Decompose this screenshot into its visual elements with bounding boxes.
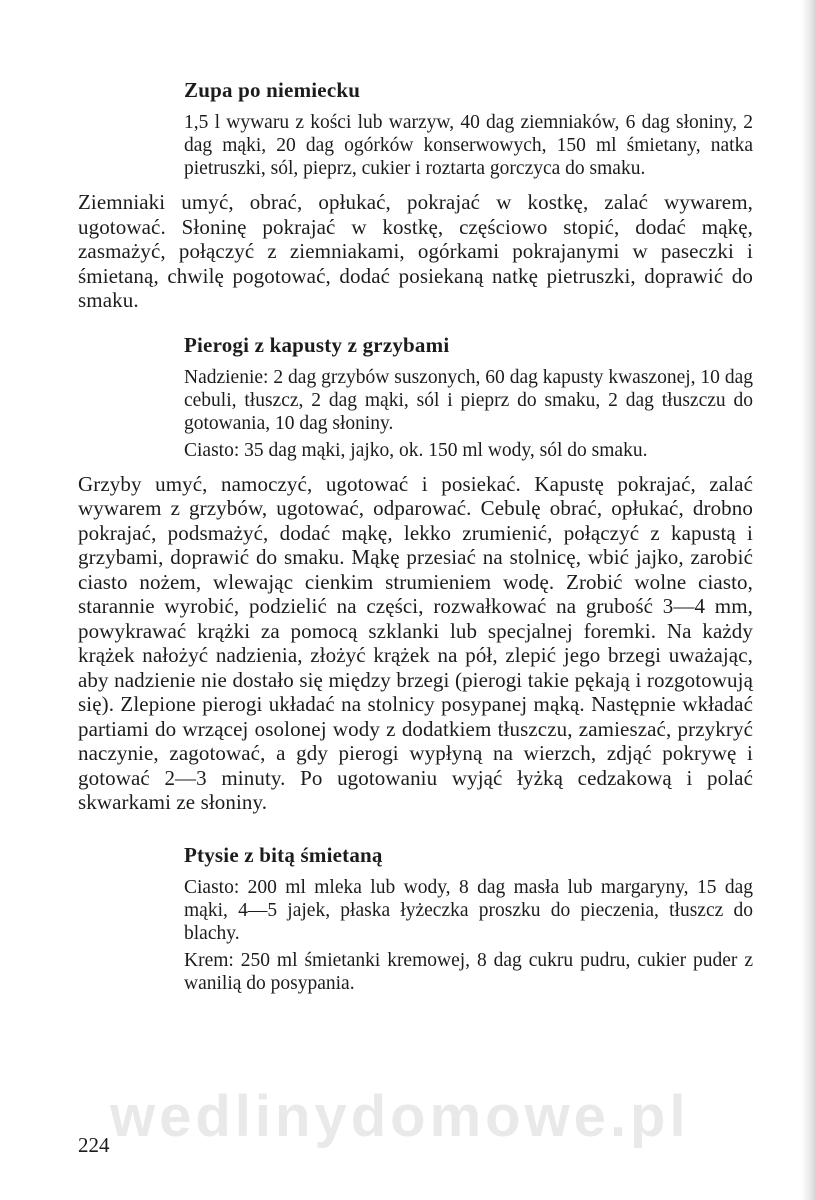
- page-edge-shadow: [801, 0, 815, 1200]
- watermark: wedlinydomowe.pl: [110, 1084, 690, 1149]
- recipe-zupa-po-niemiecku: [78, 78, 753, 313]
- instructions-paragraph: Ziemniaki umyć, obrać, opłukać, pokrajać w kostkę, zalać wywarem, ugotować. Słoninę pokrajać w kostkę, częściowo stopić, dodać mąkę, zasmażyć, połączyć z ziemniakami, ogórkami pokrajanymi w paseczki i śmietaną, chwilę pogotować, dodać posiekaną natkę pietruszki, doprawić do smaku.: [78, 190, 753, 312]
- ingredients-paragraph: Krem: 250 ml śmietanki kremowej, 8 dag cukru pudru, cukier puder z wanilią do posypania.: [184, 949, 753, 994]
- recipe-title: Zupa po niemiecku: [184, 78, 361, 102]
- page-number: 224: [78, 1133, 110, 1157]
- instructions-paragraph: Grzyby umyć, namoczyć, ugotować i posiekać. Kapustę pokrajać, zalać wywarem z grzybów, ugotować, odparować. Cebulę obrać, opłukać, drobno pokrajać, podsmażyć, dodać mąkę, lekko zrumienić, połączyć z kapustą i grzybami, doprawić do smaku. Mąkę przesiać na stolnicę, wbić jajko, zarobić ciasto nożem, wlewając cienkim strumieniem wodę. Zrobić wolne ciasto, starannie wyrobić, podzielić na części, rozwałkować na grubość 3—4 mm, powykrawać krążki za pomocą szklanki lub specjalnej foremki. Na każdy krążek nałożyć nadzienia, złożyć krążek na pół, zlepić jego brzegi uważając, aby nadzienie nie dostało się między brzegi (pierogi takie pękają i rozgotowują się). Zlepione pierogi układać na stolnicy posypanej mąką. Następnie wkładać partiami do wrzącej osolonej wody z dodatkiem tłuszczu, zamieszać, przykryć naczynie, zagotować, a gdy pierogi wypłyną na wierzch, zdjąć pokrywę i gotować 2—3 minuty. Po ugotowaniu wyjąć łyżką cedzakową i polać skwarkami ze słoniny.: [78, 471, 753, 814]
- ingredients-block: [184, 366, 753, 462]
- ingredients-paragraph: Ciasto: 35 dag mąki, jajko, ok. 150 ml wody, sól do smaku.: [184, 439, 648, 461]
- recipe-title: Pierogi z kapusty z grzybami: [184, 332, 450, 357]
- recipe-pierogi-z-kapusty: [78, 333, 753, 815]
- recipe-ptysie-z-bita-smietana: [78, 843, 753, 995]
- ingredients-block: [184, 876, 753, 995]
- ingredients-paragraph: Nadzienie: 2 dag grzybów suszonych, 60 dag kapusty kwaszonej, 10 dag cebuli, tłuszcz, 2 dag mąki, sól i pieprz do smaku, 2 dag tłuszczu do gotowania, 10 dag słoniny.: [184, 366, 753, 434]
- ingredients-block: [184, 111, 753, 180]
- page-content: [78, 78, 753, 995]
- recipe-title: Ptysie z bitą śmietaną: [184, 842, 383, 867]
- ingredients-paragraph: Ciasto: 200 ml mleka lub wody, 8 dag masła lub margaryny, 15 dag mąki, 4—5 jajek, płaska łyżeczka proszku do pieczenia, tłuszcz do blachy.: [184, 876, 753, 944]
- ingredients-paragraph: 1,5 l wywaru z kości lub warzyw, 40 dag ziemniaków, 6 dag słoniny, 2 dag mąki, 20 dag ogórków konserwowych, 150 ml śmietany, natka pietruszki, sól, pieprz, cukier i roztarta gorczyca do smaku.: [184, 112, 753, 179]
